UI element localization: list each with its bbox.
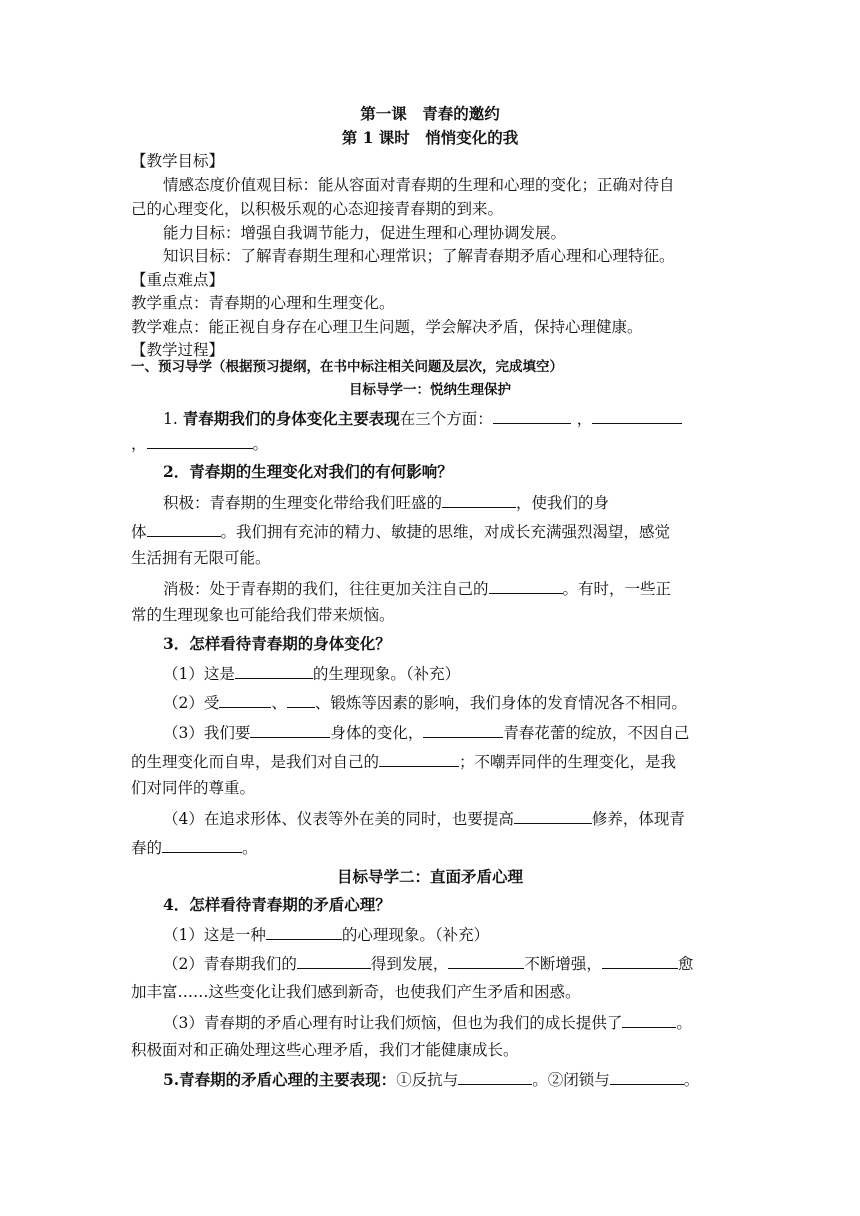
q2-positive-text-d: 。我们拥有充沛的精力、敏捷的思维，对成长充满强烈渴望，感觉: [220, 523, 671, 541]
q4-item-3-line1: [163, 1012, 692, 1033]
blank[interactable]: [592, 408, 682, 424]
blank[interactable]: [147, 433, 253, 449]
key-point-focus: 教学重点：青春期的心理和生理变化。: [131, 294, 395, 312]
blank[interactable]: [458, 1069, 532, 1085]
q3-item-3-line2: [131, 751, 676, 772]
q2-negative-text-a: 消极：处于青春期的我们，往往更加关注自己的: [163, 580, 489, 598]
q3-4-text-c: 春的: [131, 839, 163, 857]
question-2: 2．青春期的生理变化对我们的有何影响？: [163, 462, 453, 481]
q3-item-4-line2: [131, 837, 258, 858]
q2-positive-line1: [163, 492, 609, 513]
blank[interactable]: [162, 837, 242, 853]
blank[interactable]: [266, 924, 342, 940]
q1-rest: 在三个方面：: [399, 410, 493, 428]
q2-positive-text-a: 积极：青春期的生理变化带给我们旺盛的: [163, 494, 443, 512]
q1-start-comma: ，: [131, 435, 147, 453]
q3-3-text-b: 身体的变化，: [330, 724, 424, 742]
blank[interactable]: [219, 692, 271, 708]
q4-item-3-line2: 积极面对和正确处理这些心理矛盾，我们才能健康成长。: [131, 1041, 519, 1059]
q3-4-text-a: （4）在追求形体、仪表等外在美的同时，也要提高: [163, 810, 514, 828]
blank[interactable]: [379, 751, 459, 767]
q1-separator: ，: [576, 410, 593, 428]
key-points-heading: 【重点难点】: [131, 271, 225, 289]
q4-1-text-b: 的心理现象。（补充）: [341, 926, 490, 944]
q3-3-text-c: 青春花蕾的绽放，不因自己: [503, 724, 690, 742]
q4-item-1: [163, 924, 489, 945]
blank[interactable]: [250, 722, 330, 738]
question-1-cont: [131, 433, 268, 454]
q2-positive-text-b: ，使我们的身: [516, 494, 610, 512]
q3-4-text-b: 修养，体现青: [591, 810, 685, 828]
blank[interactable]: [442, 492, 516, 508]
question-1: [163, 408, 682, 429]
q3-item-3-line1: [163, 722, 689, 743]
q3-3-text-d: 的生理变化而自卑，是我们对自己的: [131, 753, 380, 771]
blank[interactable]: [297, 953, 371, 969]
q3-item-4-line1: [163, 808, 685, 829]
q4-3-text-a: （3）青春期的矛盾心理有时让我们烦恼，但也为我们的成长提供了: [163, 1014, 623, 1032]
blank[interactable]: [448, 953, 524, 969]
q4-2-text-d: 愈: [677, 955, 694, 973]
question-5: [163, 1069, 699, 1090]
blank[interactable]: [514, 808, 592, 824]
q5-bold: 5.青春期的矛盾心理的主要表现：: [163, 1070, 397, 1089]
q5-text-c: 。: [683, 1071, 700, 1089]
q5-text-b: 。②闭锁与: [532, 1071, 610, 1089]
q3-1-text-b: 的生理现象。（补充）: [312, 665, 461, 683]
q2-positive-text-c: 体: [131, 523, 147, 541]
blank[interactable]: [602, 953, 678, 969]
q3-1-text-a: （1）这是: [163, 665, 235, 683]
period-title: 第 1 课时 悄悄变化的我: [341, 128, 519, 147]
q4-1-text-a: （1）这是一种: [163, 926, 266, 944]
objectives-heading: 【教学目标】: [131, 152, 225, 170]
q3-4-text-d: 。: [242, 839, 258, 857]
q4-2-text-a: （2）青春期我们的: [163, 955, 297, 973]
blank[interactable]: [235, 663, 313, 679]
objective-emotion-line2: 己的心理变化，以积极乐观的心态迎接青春期的到来。: [131, 200, 504, 218]
q3-3-text-a: （3）我们要: [163, 724, 251, 742]
q3-2-text-c: 、锻炼等因素的影响，我们身体的发育情况各不相同。: [314, 694, 687, 712]
goal1-heading: 目标导学一：悦纳生理保护: [349, 382, 511, 398]
blank[interactable]: [287, 692, 315, 708]
q4-item-2-line2: 加丰富……这些变化让我们感到新奇，也使我们产生矛盾和困惑。: [131, 983, 581, 1001]
q3-item-1: [163, 663, 460, 684]
q1-number: 1.: [163, 410, 183, 428]
q3-item-2: [163, 692, 687, 713]
preview-instruction: 一、预习导学（根据预习提纲，在书中标注相关问题及层次，完成填空）: [131, 359, 563, 375]
q4-3-text-b: 。: [676, 1014, 692, 1032]
blank[interactable]: [493, 408, 571, 424]
q2-positive-line3: 生活拥有无限可能。: [131, 549, 271, 567]
objective-ability: 能力目标：增强自我调节能力，促进生理和心理协调发展。: [163, 224, 567, 242]
blank[interactable]: [622, 1012, 676, 1028]
objective-emotion-line1: 情感态度价值观目标：能从容面对青春期的生理和心理的变化；正确对待自: [163, 176, 675, 194]
q2-positive-line2: [131, 521, 670, 542]
q3-2-text-a: （2）受: [163, 694, 220, 712]
process-heading: 【教学过程】: [131, 341, 225, 359]
blank[interactable]: [423, 722, 503, 738]
q4-item-2-line1: [163, 953, 693, 974]
q3-2-text-b: 、: [271, 694, 287, 712]
q3-3-text-e: ；不嘲弄同伴的生理变化，是我: [459, 753, 677, 771]
q2-negative-line2: 常的生理现象也可能给我们带来烦恼。: [131, 606, 395, 624]
objective-knowledge: 知识目标：了解青春期生理和心理常识；了解青春期矛盾心理和心理特征。: [163, 247, 675, 265]
question-4: 4．怎样看待青春期的矛盾心理？: [163, 895, 391, 914]
q2-negative-line1: [163, 578, 671, 599]
blank[interactable]: [489, 578, 563, 594]
lesson-title: 第一课 青春的邀约: [360, 104, 500, 123]
q3-item-3-line3: 们对同伴的尊重。: [131, 779, 256, 797]
q4-2-text-c: 不断增强，: [524, 955, 602, 973]
q1-bold: 青春期我们的身体变化主要表现: [182, 409, 400, 428]
question-3: 3．怎样看待青春期的身体变化？: [163, 634, 391, 653]
q2-negative-text-b: 。有时，一些正: [562, 580, 672, 598]
q5-text-a: ①反抗与: [396, 1071, 459, 1089]
blank[interactable]: [610, 1069, 684, 1085]
goal2-heading: 目标导学二：直面矛盾心理: [336, 867, 523, 886]
q1-period: 。: [252, 435, 269, 453]
key-point-difficulty: 教学难点：能正视自身存在心理卫生问题，学会解决矛盾，保持心理健康。: [131, 318, 643, 336]
q4-2-text-b: 得到发展，: [370, 955, 449, 973]
blank[interactable]: [147, 521, 221, 537]
